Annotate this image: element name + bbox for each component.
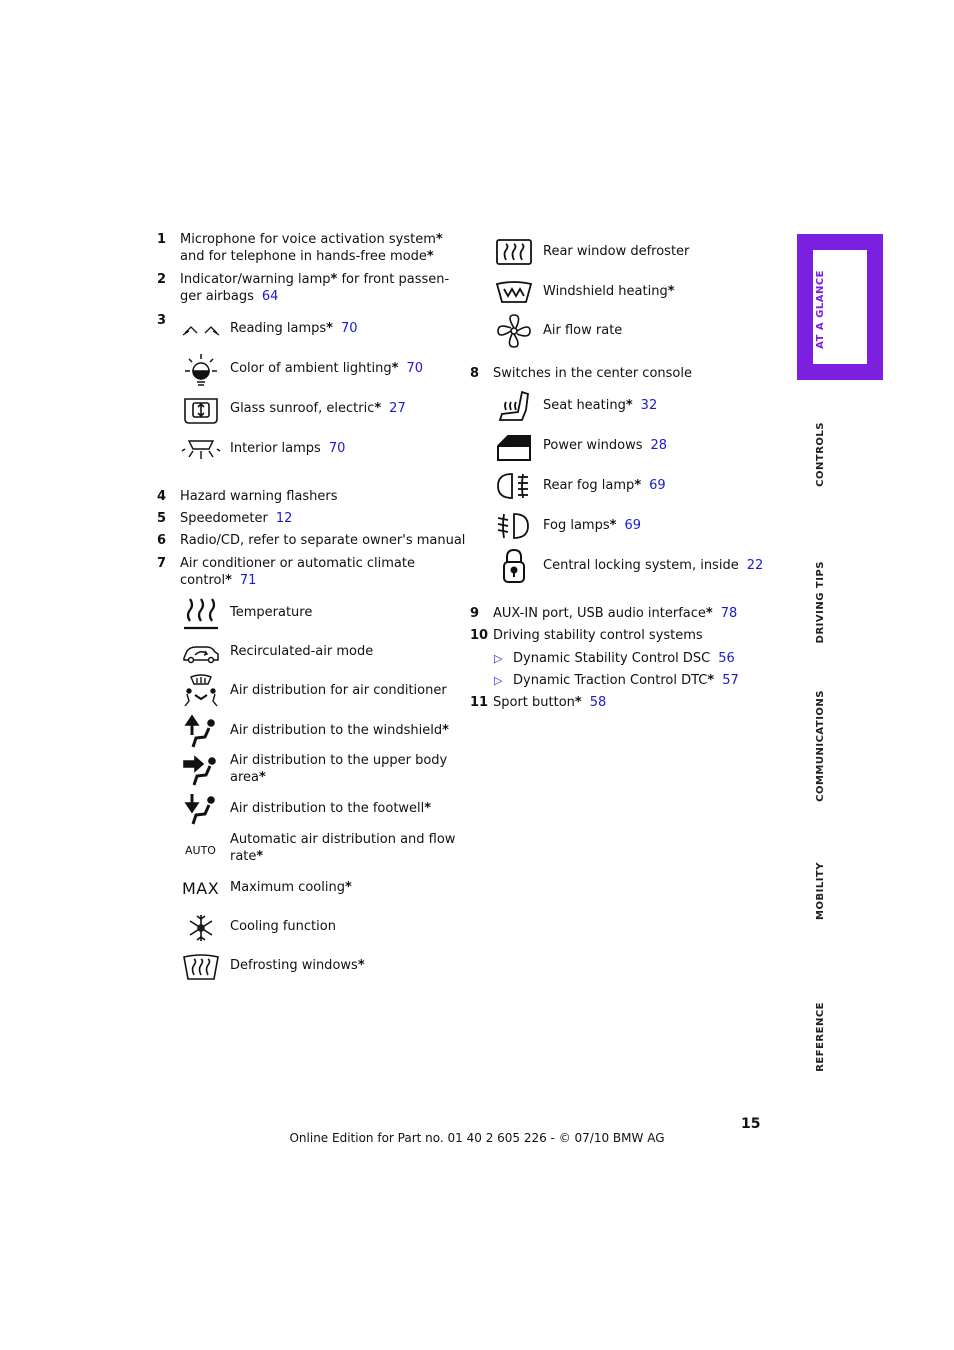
item-10-text: Driving stability control systems [493,628,703,643]
page-link[interactable]: 70 [406,361,423,376]
page-link[interactable]: 32 [640,398,658,413]
page-link[interactable]: 78 [720,606,738,621]
central-locking-text: Central locking system, inside 22 [543,558,764,573]
windshield-air-text: Air distribution to the windshield* [230,723,449,738]
page-link[interactable]: 56 [718,651,735,666]
item-number: 7 [157,556,167,571]
reading-lamps-icon [181,311,221,347]
windshield-air-icon [181,713,221,749]
tab-at-a-glance[interactable]: AT A GLANCE [815,270,826,349]
item-1-text: Microphone for voice activation system* and for telephone in hands-free mode* [180,232,443,264]
page-link[interactable]: 70 [340,321,358,336]
item-number: 2 [157,272,167,287]
upper-body-air-text: Air distribution to the upper body area* [230,753,448,785]
max-icon: MAX [182,879,220,898]
temperature-icon [181,595,221,631]
item-number: 10 [470,628,489,643]
page-link[interactable]: 12 [275,511,293,526]
air-flow-text: Air flow rate [543,323,623,338]
interior-lamps-icon [181,431,221,467]
ac-air-distribution-text: Air distribution for air conditioner [230,683,447,698]
recirculated-air-text: Recirculated-air mode [230,644,374,659]
recirculated-air-icon [181,634,221,670]
item-number: 11 [470,695,489,710]
item-number: 1 [157,232,167,247]
tab-driving-tips[interactable]: DRIVING TIPS [815,561,826,644]
footwell-air-text: Air distribution to the footwell* [230,801,432,816]
upper-body-air-icon [181,752,221,788]
sunroof-icon [181,391,221,427]
tab-reference[interactable]: REFERENCE [815,1002,826,1072]
sunroof-text: Glass sunroof, electric* 27 [230,401,406,416]
tab-communications[interactable]: COMMUNICATIONS [815,690,826,802]
page-link[interactable]: 57 [722,673,739,688]
edition-footer: Online Edition for Part no. 01 40 2 605 226 - © 07/10 BMW AG [289,1131,665,1145]
seat-heating-icon [494,388,534,424]
bullet-arrow-icon: ▷ [494,652,503,665]
item-6-text: Radio/CD, refer to separate owner's manual [180,533,466,548]
dtc-text: Dynamic Traction Control DTC* 57 [513,673,739,688]
item-5-text: Speedometer 12 [180,511,293,526]
item-2-text: Indicator/warning lamp* for front passen- ger airbags 64 [180,272,450,304]
dsc-text: Dynamic Stability Control DSC 56 [513,651,735,666]
power-windows-icon [494,428,534,464]
windshield-heating-text: Windshield heating* [543,284,675,299]
page-link[interactable]: 27 [389,401,406,416]
item-number: 3 [157,313,167,328]
page-link[interactable]: 58 [589,695,607,710]
auto-distribution-text: Automatic air distribution and flow rate* [230,832,456,864]
power-windows-text: Power windows 28 [543,438,668,453]
tab-controls[interactable]: CONTROLS [815,422,826,487]
page-link[interactable]: 69 [649,478,666,493]
rear-defroster-text: Rear window defroster [543,244,690,259]
item-9-text: AUX-IN port, USB audio interface* 78 [493,606,738,621]
item-number: 8 [470,366,480,381]
page-link[interactable]: 71 [239,573,257,588]
air-flow-fan-icon [494,313,534,349]
active-tab-box[interactable] [797,234,883,380]
auto-icon: AUTO [185,844,216,857]
item-number: 4 [157,489,167,504]
reading-lamps-text: Reading lamps* 70 [230,321,358,336]
windshield-heating-icon [494,274,534,310]
ambient-lighting-icon [181,351,221,387]
item-7-text: Air conditioner or automatic climate control* 71 [180,556,415,588]
fog-lamps-text: Fog lamps* 69 [543,518,641,533]
item-8-text: Switches in the center console [493,366,692,381]
item-11-text: Sport button* 58 [493,695,607,710]
item-number: 5 [157,511,167,526]
page-link[interactable]: 28 [650,438,668,453]
item-number: 9 [470,606,480,621]
ac-air-distribution-icon [181,673,221,709]
snowflake-icon [181,909,221,945]
page-number: 15 [741,1116,761,1132]
cooling-function-text: Cooling function [230,919,336,934]
page-link[interactable]: 70 [328,441,346,456]
lock-icon [494,548,534,584]
seat-heating-text: Seat heating* 32 [543,398,658,413]
tab-mobility[interactable]: MOBILITY [815,862,826,920]
temperature-text: Temperature [230,605,313,620]
ambient-lighting-text: Color of ambient lighting* 70 [230,361,423,376]
page-link[interactable]: 64 [261,289,279,304]
page-link[interactable]: 22 [746,558,764,573]
page-link[interactable]: 69 [624,518,641,533]
interior-lamps-text: Interior lamps 70 [230,441,346,456]
rear-fog-lamp-icon [494,468,534,504]
fog-lamps-icon [494,508,534,544]
defrost-windows-text: Defrosting windows* [230,958,365,973]
maximum-cooling-text: Maximum cooling* [230,880,352,895]
bullet-arrow-icon: ▷ [494,674,503,687]
rear-fog-lamp-text: Rear fog lamp* 69 [543,478,666,493]
item-4-text: Hazard warning flashers [180,489,338,504]
footwell-air-icon [181,791,221,827]
defrost-windows-icon [181,949,221,985]
rear-defroster-icon [494,234,534,270]
item-number: 6 [157,533,167,548]
